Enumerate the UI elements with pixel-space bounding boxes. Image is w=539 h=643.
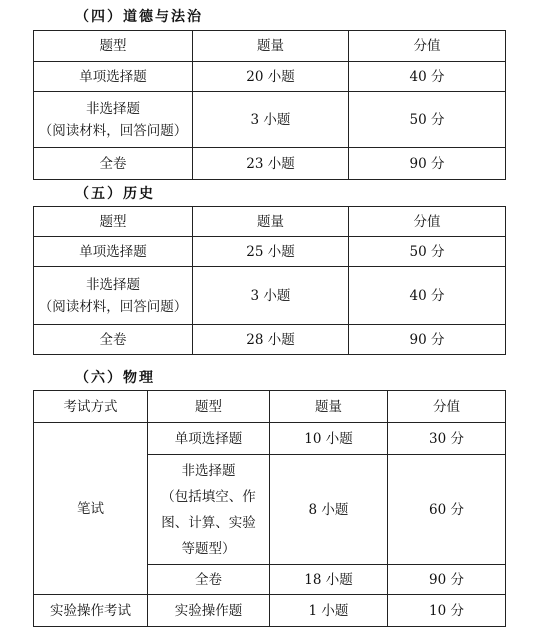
cell-line: （阅读材料，回答问题）: [38, 298, 188, 315]
table-row: [34, 62, 506, 92]
table-cell: 50 分: [349, 92, 506, 148]
header-cell: 题量: [193, 31, 349, 62]
table-cell: [34, 267, 193, 325]
section-title-ethics-law: （四）道德与法治: [75, 9, 203, 25]
table-header-row: [34, 391, 506, 423]
table-cell: [148, 455, 270, 565]
cell-line: （阅读材料，回答问题）: [38, 122, 188, 139]
table-row: [34, 148, 506, 180]
section-title-physics: （六）物理: [75, 370, 155, 386]
cell-line: 等题型）: [181, 540, 236, 557]
table-cell: 3 小题: [193, 267, 349, 325]
cell-line: 非选择题: [86, 100, 140, 117]
header-cell: 题型: [148, 391, 270, 423]
cell-line: 非选择题: [86, 276, 140, 293]
table-cell: 90 分: [349, 325, 506, 355]
header-cell: 考试方式: [34, 391, 148, 423]
table-cell: 18 小题: [270, 565, 388, 595]
table-row: [34, 237, 506, 267]
cell-line: （包括填空、作: [161, 488, 256, 505]
table-cell: 1 小题: [270, 595, 388, 627]
table-row: [34, 325, 506, 355]
table-cell: 单项选择题: [34, 237, 193, 267]
table-cell: [34, 92, 193, 148]
table-cell: 60 分: [388, 455, 506, 565]
section-title-history: （五）历史: [75, 186, 155, 202]
table-cell: 40 分: [349, 62, 506, 92]
table-cell: 40 分: [349, 267, 506, 325]
table-header-row: [34, 207, 506, 237]
table-cell: 单项选择题: [148, 423, 270, 455]
table-cell: 90 分: [388, 565, 506, 595]
history-table: [33, 206, 506, 355]
table-cell: 20 小题: [193, 62, 349, 92]
header-cell: 分值: [349, 31, 506, 62]
table-cell: 25 小题: [193, 237, 349, 267]
cell-line: 图、计算、实验: [161, 514, 256, 531]
header-cell: 题量: [193, 207, 349, 237]
table-cell: 全卷: [34, 148, 193, 180]
header-cell: 分值: [349, 207, 506, 237]
table-cell: 10 分: [388, 595, 506, 627]
cell-line: 非选择题: [181, 462, 236, 479]
table-cell: 全卷: [34, 325, 193, 355]
table-cell: 3 小题: [193, 92, 349, 148]
table-row: [34, 423, 506, 455]
table-cell: 单项选择题: [34, 62, 193, 92]
table-cell: 23 小题: [193, 148, 349, 180]
table-cell: 笔试: [34, 423, 148, 595]
table-row: [34, 267, 506, 325]
table-cell: 30 分: [388, 423, 506, 455]
table-cell: 90 分: [349, 148, 506, 180]
table-cell: 50 分: [349, 237, 506, 267]
table-cell: 28 小题: [193, 325, 349, 355]
table-row: [34, 595, 506, 627]
header-cell: 题型: [34, 31, 193, 62]
table-cell: 全卷: [148, 565, 270, 595]
table-cell: 实验操作考试: [34, 595, 148, 627]
table-header-row: [34, 31, 506, 62]
physics-table: [33, 390, 506, 627]
ethics-law-table: [33, 30, 506, 180]
header-cell: 题量: [270, 391, 388, 423]
table-cell: 10 小题: [270, 423, 388, 455]
table-cell: 实验操作题: [148, 595, 270, 627]
header-cell: 题型: [34, 207, 193, 237]
header-cell: 分值: [388, 391, 506, 423]
table-cell: 8 小题: [270, 455, 388, 565]
table-row: [34, 92, 506, 148]
